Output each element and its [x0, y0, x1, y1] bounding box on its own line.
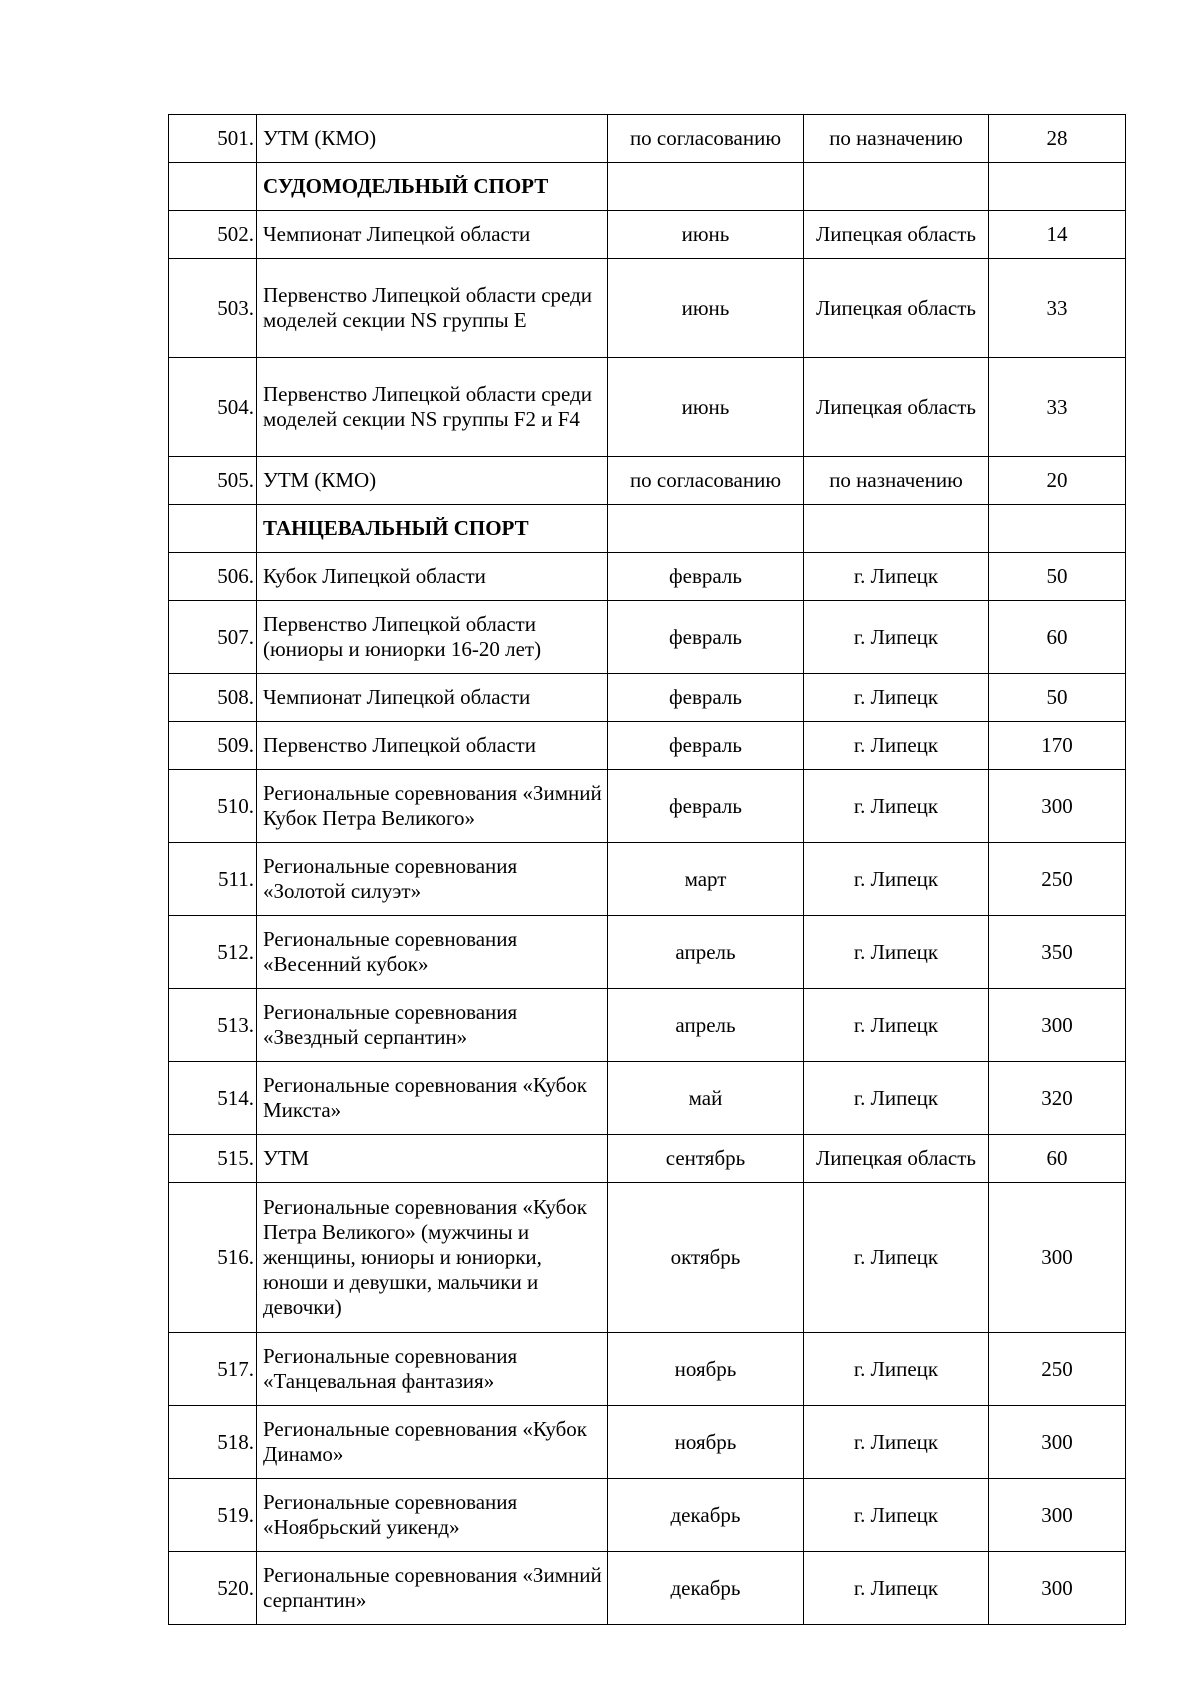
event-place-cell: г. Липецк — [804, 770, 989, 843]
event-name-cell: Региональные соревнования «Золотой силуэт» — [257, 843, 608, 916]
event-number-cell: 506. — [169, 553, 257, 601]
event-name-cell: Региональные соревнования «Кубок Динамо» — [257, 1406, 608, 1479]
table-row — [169, 1135, 1126, 1183]
table-row — [169, 770, 1126, 843]
table-row — [169, 1062, 1126, 1135]
event-date-cell: май — [608, 1062, 804, 1135]
table-row — [169, 1183, 1126, 1333]
participants-count-cell: 250 — [989, 843, 1126, 916]
event-date-cell: февраль — [608, 770, 804, 843]
event-name-cell: Региональные соревнования «Зимний серпантин» — [257, 1552, 608, 1625]
table-row — [169, 722, 1126, 770]
event-date-cell — [608, 163, 804, 211]
table-row — [169, 211, 1126, 259]
table-row — [169, 358, 1126, 457]
event-place-cell: г. Липецк — [804, 674, 989, 722]
event-number-cell: 516. — [169, 1183, 257, 1333]
event-date-cell: июнь — [608, 259, 804, 358]
event-number-cell: 517. — [169, 1333, 257, 1406]
event-place-cell: г. Липецк — [804, 553, 989, 601]
section-header-row — [169, 505, 1126, 553]
table-row — [169, 1552, 1126, 1625]
participants-count-cell: 320 — [989, 1062, 1126, 1135]
event-place-cell: г. Липецк — [804, 1552, 989, 1625]
event-number-cell: 504. — [169, 358, 257, 457]
event-name-cell: Региональные соревнования «Весенний кубок» — [257, 916, 608, 989]
event-name-cell: Региональные соревнования «Звездный серпантин» — [257, 989, 608, 1062]
table-row — [169, 1479, 1126, 1552]
event-place-cell: Липецкая область — [804, 211, 989, 259]
participants-count-cell — [989, 163, 1126, 211]
event-number-cell: 502. — [169, 211, 257, 259]
event-date-cell — [608, 505, 804, 553]
participants-count-cell: 28 — [989, 115, 1126, 163]
event-number-cell: 505. — [169, 457, 257, 505]
event-date-cell: март — [608, 843, 804, 916]
event-place-cell: г. Липецк — [804, 1406, 989, 1479]
event-date-cell: по согласованию — [608, 457, 804, 505]
event-number-cell: 510. — [169, 770, 257, 843]
participants-count-cell: 60 — [989, 601, 1126, 674]
event-date-cell: декабрь — [608, 1552, 804, 1625]
participants-count-cell: 350 — [989, 916, 1126, 989]
event-place-cell: Липецкая область — [804, 1135, 989, 1183]
event-date-cell: июнь — [608, 211, 804, 259]
table-row — [169, 457, 1126, 505]
event-number-cell: 518. — [169, 1406, 257, 1479]
event-number-cell: 511. — [169, 843, 257, 916]
event-place-cell: г. Липецк — [804, 1479, 989, 1552]
event-number-cell: 501. — [169, 115, 257, 163]
event-name-cell: Первенство Липецкой области среди моделей секции NS группы F2 и F4 — [257, 358, 608, 457]
event-place-cell: по назначению — [804, 457, 989, 505]
event-name-cell: Региональные соревнования «Зимний Кубок Петра Великого» — [257, 770, 608, 843]
event-date-cell: февраль — [608, 553, 804, 601]
event-date-cell: июнь — [608, 358, 804, 457]
section-title-cell: ТАНЦЕВАЛЬНЫЙ СПОРТ — [257, 505, 608, 553]
event-name-cell: УТМ (КМО) — [257, 457, 608, 505]
table-row — [169, 1333, 1126, 1406]
event-name-cell: УТМ — [257, 1135, 608, 1183]
table-row — [169, 601, 1126, 674]
event-place-cell: г. Липецк — [804, 601, 989, 674]
participants-count-cell: 33 — [989, 358, 1126, 457]
document-page — [168, 114, 1125, 1625]
event-number-cell: 507. — [169, 601, 257, 674]
event-date-cell: октябрь — [608, 1183, 804, 1333]
table-row — [169, 259, 1126, 358]
section-title-cell: СУДОМОДЕЛЬНЫЙ СПОРТ — [257, 163, 608, 211]
table-row — [169, 916, 1126, 989]
events-table-body — [169, 115, 1126, 1625]
participants-count-cell: 170 — [989, 722, 1126, 770]
event-place-cell — [804, 163, 989, 211]
participants-count-cell: 50 — [989, 553, 1126, 601]
table-row — [169, 674, 1126, 722]
event-date-cell: апрель — [608, 989, 804, 1062]
participants-count-cell — [989, 505, 1126, 553]
table-row — [169, 553, 1126, 601]
event-name-cell: Кубок Липецкой области — [257, 553, 608, 601]
event-date-cell: апрель — [608, 916, 804, 989]
section-header-row — [169, 163, 1126, 211]
event-name-cell: Первенство Липецкой области (юниоры и юниорки 16-20 лет) — [257, 601, 608, 674]
event-place-cell: г. Липецк — [804, 989, 989, 1062]
event-date-cell: февраль — [608, 722, 804, 770]
participants-count-cell: 300 — [989, 1552, 1126, 1625]
event-place-cell: г. Липецк — [804, 916, 989, 989]
event-number-cell: 503. — [169, 259, 257, 358]
event-name-cell: Первенство Липецкой области среди моделей секции NS группы E — [257, 259, 608, 358]
participants-count-cell: 300 — [989, 1183, 1126, 1333]
participants-count-cell: 300 — [989, 989, 1126, 1062]
event-number-cell: 515. — [169, 1135, 257, 1183]
event-place-cell: Липецкая область — [804, 259, 989, 358]
event-date-cell: по согласованию — [608, 115, 804, 163]
event-name-cell: Региональные соревнования «Ноябрьский уикенд» — [257, 1479, 608, 1552]
event-place-cell: г. Липецк — [804, 722, 989, 770]
table-row — [169, 989, 1126, 1062]
event-name-cell: Региональные соревнования «Танцевальная фантазия» — [257, 1333, 608, 1406]
participants-count-cell: 33 — [989, 259, 1126, 358]
event-number-cell — [169, 505, 257, 553]
participants-count-cell: 20 — [989, 457, 1126, 505]
event-date-cell: декабрь — [608, 1479, 804, 1552]
event-number-cell: 509. — [169, 722, 257, 770]
event-place-cell: по назначению — [804, 115, 989, 163]
table-row — [169, 843, 1126, 916]
event-name-cell: Региональные соревнования «Кубок Микста» — [257, 1062, 608, 1135]
participants-count-cell: 250 — [989, 1333, 1126, 1406]
event-number-cell: 512. — [169, 916, 257, 989]
event-place-cell: г. Липецк — [804, 1333, 989, 1406]
participants-count-cell: 60 — [989, 1135, 1126, 1183]
event-number-cell: 520. — [169, 1552, 257, 1625]
event-number-cell — [169, 163, 257, 211]
event-name-cell: Первенство Липецкой области — [257, 722, 608, 770]
event-date-cell: ноябрь — [608, 1333, 804, 1406]
events-table — [168, 114, 1126, 1625]
table-row — [169, 1406, 1126, 1479]
participants-count-cell: 300 — [989, 1406, 1126, 1479]
event-number-cell: 508. — [169, 674, 257, 722]
participants-count-cell: 14 — [989, 211, 1126, 259]
participants-count-cell: 300 — [989, 770, 1126, 843]
participants-count-cell: 50 — [989, 674, 1126, 722]
event-date-cell: февраль — [608, 601, 804, 674]
event-number-cell: 514. — [169, 1062, 257, 1135]
event-name-cell: УТМ (КМО) — [257, 115, 608, 163]
participants-count-cell: 300 — [989, 1479, 1126, 1552]
event-number-cell: 513. — [169, 989, 257, 1062]
event-name-cell: Региональные соревнования «Кубок Петра Великого» (мужчины и женщины, юниоры и юниорки, юноши и девушки, мальчики и девочки) — [257, 1183, 608, 1333]
event-name-cell: Чемпионат Липецкой области — [257, 674, 608, 722]
event-place-cell: Липецкая область — [804, 358, 989, 457]
event-date-cell: февраль — [608, 674, 804, 722]
event-name-cell: Чемпионат Липецкой области — [257, 211, 608, 259]
event-place-cell: г. Липецк — [804, 1183, 989, 1333]
event-place-cell — [804, 505, 989, 553]
event-date-cell: сентябрь — [608, 1135, 804, 1183]
event-place-cell: г. Липецк — [804, 843, 989, 916]
event-number-cell: 519. — [169, 1479, 257, 1552]
event-place-cell: г. Липецк — [804, 1062, 989, 1135]
event-date-cell: ноябрь — [608, 1406, 804, 1479]
table-row — [169, 115, 1126, 163]
